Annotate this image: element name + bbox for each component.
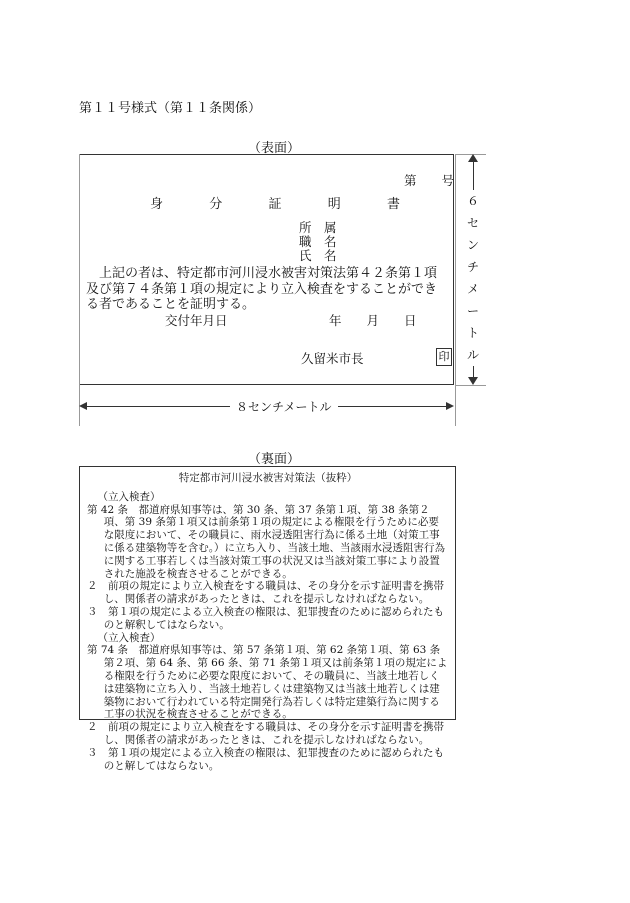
article-74: 第 74 条 都道府県知事等は、第 57 条第１項、第 62 条第１項、第 63 条第２項、第 64 条、第 66 条、第 71 条第１項又は前条第１項の規定による権限を行うために必要な限度において、その職員に、当該土地若しくは建築物に立ち入り、当該土地若しくは建築物又は当該土地若しくは建築物において行われている特定開発行為若しくは特定建築行為に関する工事の状況を検査させることができる。 [87, 644, 448, 721]
title-char: 身 [150, 197, 164, 212]
extension-line-bottom [456, 385, 486, 386]
name-label: 氏 名 [299, 248, 337, 263]
form-title: 第１１号様式（第１１条関係） [79, 101, 262, 116]
article-42-para-3: ３ 第１項の規定による立入検査の権限は、犯罪捜査のために認められたものと解釈してはならない。 [87, 605, 444, 631]
height-label-text: ６センチメートル [466, 194, 479, 362]
issue-date-label: 交付年月日 [165, 313, 228, 328]
id-card-front [79, 154, 454, 385]
date-format: 年 月 日 [329, 313, 417, 328]
arrow-up-icon [468, 154, 478, 162]
affiliation-label: 所 属 [299, 220, 337, 235]
article-42-para-2: ２ 前項の規定により立入検査をする職員は、その身分を示す証明書を携帯し、関係者の請求があったときは、これを提示しなければならない。 [87, 580, 444, 606]
certificate-title [150, 193, 400, 212]
height-dimension-label [466, 190, 480, 366]
section-heading: （立入検査） [97, 631, 161, 644]
seal-box: 印 [436, 348, 452, 366]
article-74-para-3: ３ 第１項の規定による立入検査の権限は、犯罪捜査のために認められたものと解してはならない。 [87, 746, 444, 772]
law-title: 特定都市河川浸水被害対策法（抜粋） [178, 472, 358, 484]
position-label: 職 名 [299, 234, 337, 249]
certification-text: 上記の者は、特定都市河川浸水被害対策法第４２条第１項及び第７４条第１項の規定により立入検査をすることができる者であることを証明する。 [86, 266, 438, 312]
id-card-back [79, 466, 456, 772]
number-label: 第 号 [404, 173, 455, 188]
issuer-name: 久留米市長 [301, 351, 364, 366]
front-caption: （表面） [248, 141, 301, 156]
extension-line-right [455, 154, 456, 426]
arrow-down-icon [468, 377, 478, 385]
article-42: 第 42 条 都道府県知事等は、第 30 条、第 37 条第１項、第 38 条第２項、第 39 条第１項又は前条第１項の規定による権限を行うために必要な限度において、その職員に、雨水浸透阻害行為に係る土地（対策工事に係る建築物等を含む。）に立ち入り、当該土地、当該雨水浸透阻害行為に関する工事若しくは当該対策工事の状況又は当該対策工事により設置された施設を検査させることができる。 [87, 503, 446, 580]
article-74-para-2: ２ 前項の規定により立入検査をする職員は、その身分を示す証明書を携帯し、関係者の請求があったときは、これを提示しなければならない。 [87, 721, 444, 746]
title-char: 明 [327, 197, 341, 212]
section-heading: （立入検査） [97, 490, 161, 503]
title-char: 書 [386, 197, 400, 212]
extension-line-left [79, 154, 80, 426]
width-dimension-label: ８センチメートル [230, 398, 338, 415]
arrow-left-icon [79, 402, 87, 410]
back-caption: （裏面） [248, 452, 301, 467]
title-char: 証 [268, 197, 282, 212]
arrow-right-icon [446, 402, 454, 410]
title-char: 分 [209, 197, 223, 212]
